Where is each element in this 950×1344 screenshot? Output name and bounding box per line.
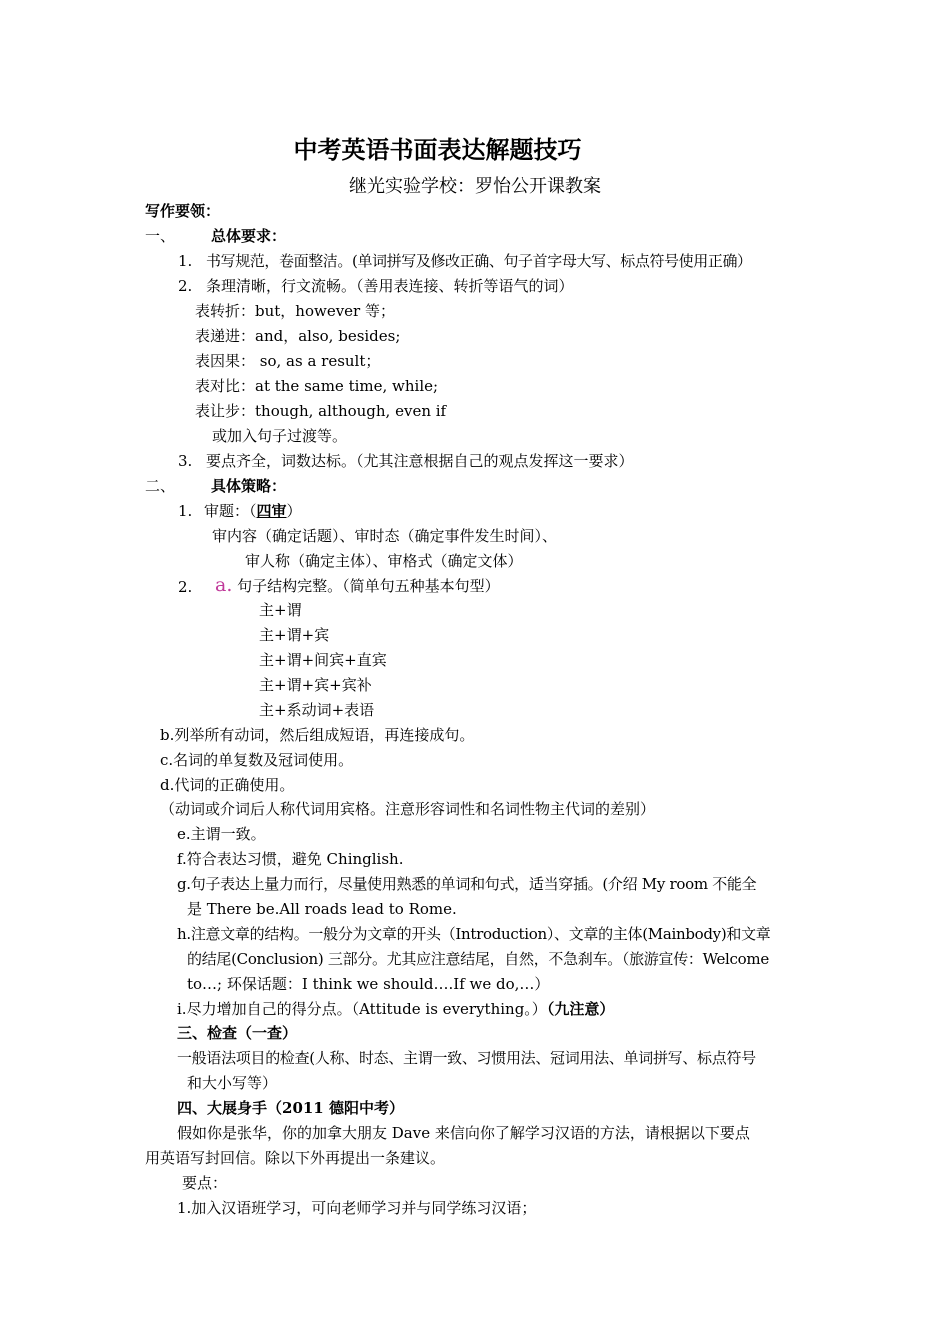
section1-number: 一、 [145,227,176,245]
strategy1-number: 1. [178,502,193,520]
document-title: 中考英语书面表达解题技巧 [293,135,582,164]
item-f: f.符合表达习惯，避免 Chinglish. [177,850,404,868]
section3-text: 一般语法项目的检查(人称、时态、主谓一致、习惯用法、冠词用法、单词拼写、标点符号 [177,1049,756,1067]
connector-line: 表转折：but，however 等； [195,302,395,320]
point-1: 1.加入汉语班学习，可向老师学习并与同学练习汉语； [177,1199,537,1217]
connector-line: 表递进：and，also, besides; [195,327,401,345]
strategy1-emphasis: 四审 [256,502,287,520]
req3-text: 要点齐全，词数达标。（尤其注意根据自己的观点发挥这一要求） [206,452,634,470]
sentence-pattern: 主+谓+宾+宾补 [259,676,372,694]
connector-extra: 或加入句子过渡等。 [212,427,348,445]
item-c: c.名词的单复数及冠词使用。 [160,751,354,769]
item-e: e.主谓一致。 [177,825,266,843]
strategy1-detail: 审内容（确定话题）、审时态（确定事件发生时间）、 [212,527,558,545]
req3-number: 3. [178,452,193,470]
section1-heading: 总体要求： [211,227,287,245]
sentence-pattern: 主+谓+间宾+直宾 [259,651,387,669]
item-h-cont: 的结尾(Conclusion) 三部分。尤其应注意结尾，自然，不急刹车。（旅游宣传：Welcome [187,950,769,968]
connector-line: 表对比：at the same time, while; [195,377,439,395]
section2-heading: 具体策略： [211,477,287,495]
req2-number: 2. [178,277,193,295]
strategy1-line [204,500,302,522]
points-label: 要点： [182,1174,228,1192]
req1-number: 1. [178,252,193,270]
item-i-line [177,998,614,1020]
item-i-bold: （九注意） [546,1000,615,1018]
req1-text: 书写规范，卷面整洁。(单词拼写及修改正确、句子首字母大写、标点符号使用正确） [206,252,752,270]
writing-points-heading: 写作要领： [145,202,221,220]
strategy2-text: 句子结构完整。（简单句五种基本句型） [237,577,500,595]
connector-line: 表因果： so, as a result； [195,352,381,370]
section2-number: 二、 [145,477,176,495]
section3-heading: 三、检查（一查） [177,1024,298,1042]
item-b: b.列举所有动词，然后组成短语，再连接成句。 [160,726,475,744]
section4-text: 用英语写封回信。除以下外再提出一条建议。 [145,1149,446,1167]
strategy2-line [215,574,500,597]
sentence-pattern: 主+谓+宾 [259,626,330,644]
item-i: i.尽力增加自己的得分点。（Attitude is everything。） [177,1000,547,1018]
section4-text: 假如你是张华，你的加拿大朋友 Dave 来信向你了解学习汉语的方法，请根据以下要点 [177,1124,750,1142]
strategy2-letter: a. [215,574,233,596]
strategy2-number: 2. [178,578,193,596]
connector-line: 表让步：though, although, even if [195,402,447,420]
sentence-pattern: 主+谓 [259,601,302,619]
strategy1-close: ） [286,502,302,520]
sentence-pattern: 主+系动词+表语 [259,701,375,719]
item-d-note: （动词或介词后人称代词用宾格。注意形容词性和名词性物主代词的差别） [160,800,656,818]
item-h-cont: to…; 环保话题：I think we should….If we do,…） [187,975,550,993]
section3-text: 和大小写等） [187,1074,278,1092]
item-h: h.注意文章的结构。一般分为文章的开头（Introduction）、文章的主体(Mainbody)和文章 [177,925,771,943]
strategy1-label: 审题：（ [204,502,257,520]
item-g: g.句子表达上量力而行，尽量使用熟悉的单词和句式，适当穿插。(介绍 My room 不能全 [177,875,757,893]
strategy1-detail: 审人称（确定主体）、审格式（确定文体） [245,552,523,570]
section4-heading: 四、大展身手（2011 德阳中考） [177,1099,404,1117]
document-subtitle: 继光实验学校：罗怡公开课教案 [349,176,601,197]
item-d: d.代词的正确使用。 [160,776,295,794]
req2-text: 条理清晰，行文流畅。（善用表连接、转折等语气的词） [206,277,574,295]
item-g-cont: 是 There be.All roads lead to Rome. [187,900,457,918]
